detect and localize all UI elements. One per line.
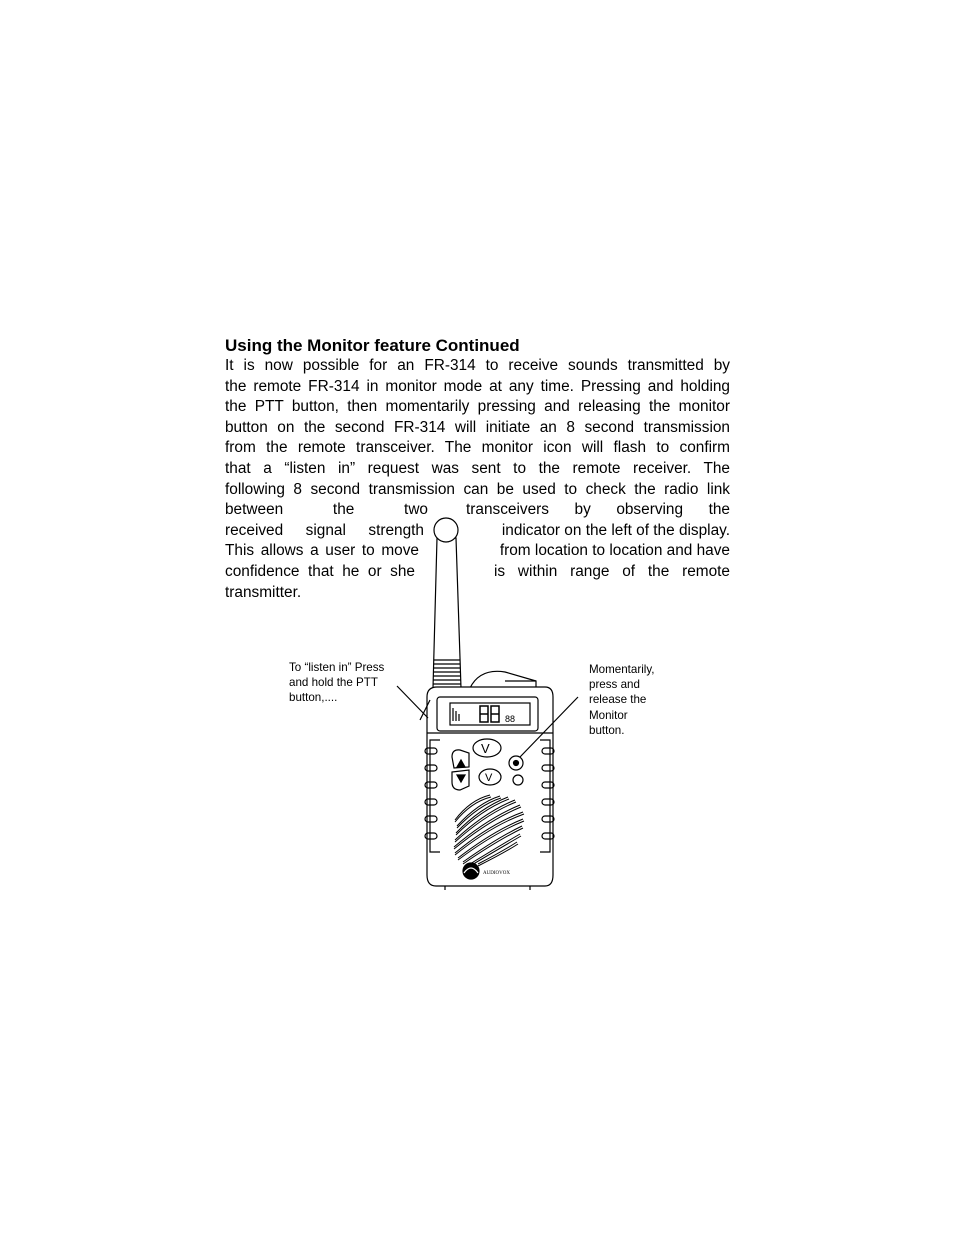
- callout-right-line-5: button.: [589, 723, 625, 737]
- wrap-line-2-right: indicator on the left of the display.: [501, 522, 730, 539]
- callout-left-line-3: button,....: [289, 691, 338, 705]
- channel-up-glyph: V: [481, 741, 490, 756]
- wrap-line-1-right: transceivers by observing the: [466, 501, 730, 518]
- body-line-2: the remote FR-314 in monitor mode at any time. Pressing and holding: [225, 378, 730, 395]
- channel-down-glyph: V: [485, 772, 493, 784]
- body-line-6: that a “listen in” request was sent to the remote receiver. The: [225, 460, 730, 477]
- antenna: [433, 538, 461, 688]
- wrap-line-3-left: This allows a user to move: [225, 542, 419, 559]
- body-last-line: transmitter.: [225, 584, 302, 601]
- lcd-small-digits: 88: [505, 714, 516, 724]
- callout-left-line-1: To “listen in” Press: [289, 661, 385, 674]
- antenna-ribs: [433, 660, 461, 684]
- wrap-line-2-left: received signal strength: [225, 522, 424, 539]
- antenna-tip: [434, 518, 458, 542]
- wrap-line-4-right: is within range of the remote: [494, 563, 730, 580]
- brand-text: AUDIOVOX: [483, 871, 510, 876]
- callout-right-line-2: press and: [589, 678, 640, 692]
- body-line-3: the PTT button, then momentarily pressing and releasing the monitor: [225, 398, 730, 415]
- section-heading: Using the Monitor feature Continued: [225, 336, 520, 355]
- wrap-line-1-left: between the two: [225, 501, 428, 518]
- ptt-leader-line: [397, 686, 428, 718]
- belt-clip: [470, 671, 536, 688]
- body-line-1: It is now possible for an FR-314 to receive sounds transmitted by: [225, 357, 730, 374]
- body-line-7: following 8 second transmission can be used to check the radio link: [225, 481, 730, 498]
- callout-left-line-2: and hold the PTT: [289, 676, 378, 690]
- wrap-line-3-right: from location to location and have: [499, 542, 730, 559]
- call-button: [513, 775, 523, 785]
- callout-right-line-4: Monitor: [589, 708, 628, 722]
- callout-right-line-1: Momentarily,: [589, 663, 655, 676]
- callout-right-line-3: release the: [589, 693, 647, 707]
- body-line-4: button on the second FR-314 will initiate an 8 second transmission: [225, 419, 730, 436]
- wrap-line-4-left: confidence that he or she: [225, 563, 415, 580]
- body-line-5: from the remote transceiver. The monitor icon will flash to confirm: [225, 439, 730, 456]
